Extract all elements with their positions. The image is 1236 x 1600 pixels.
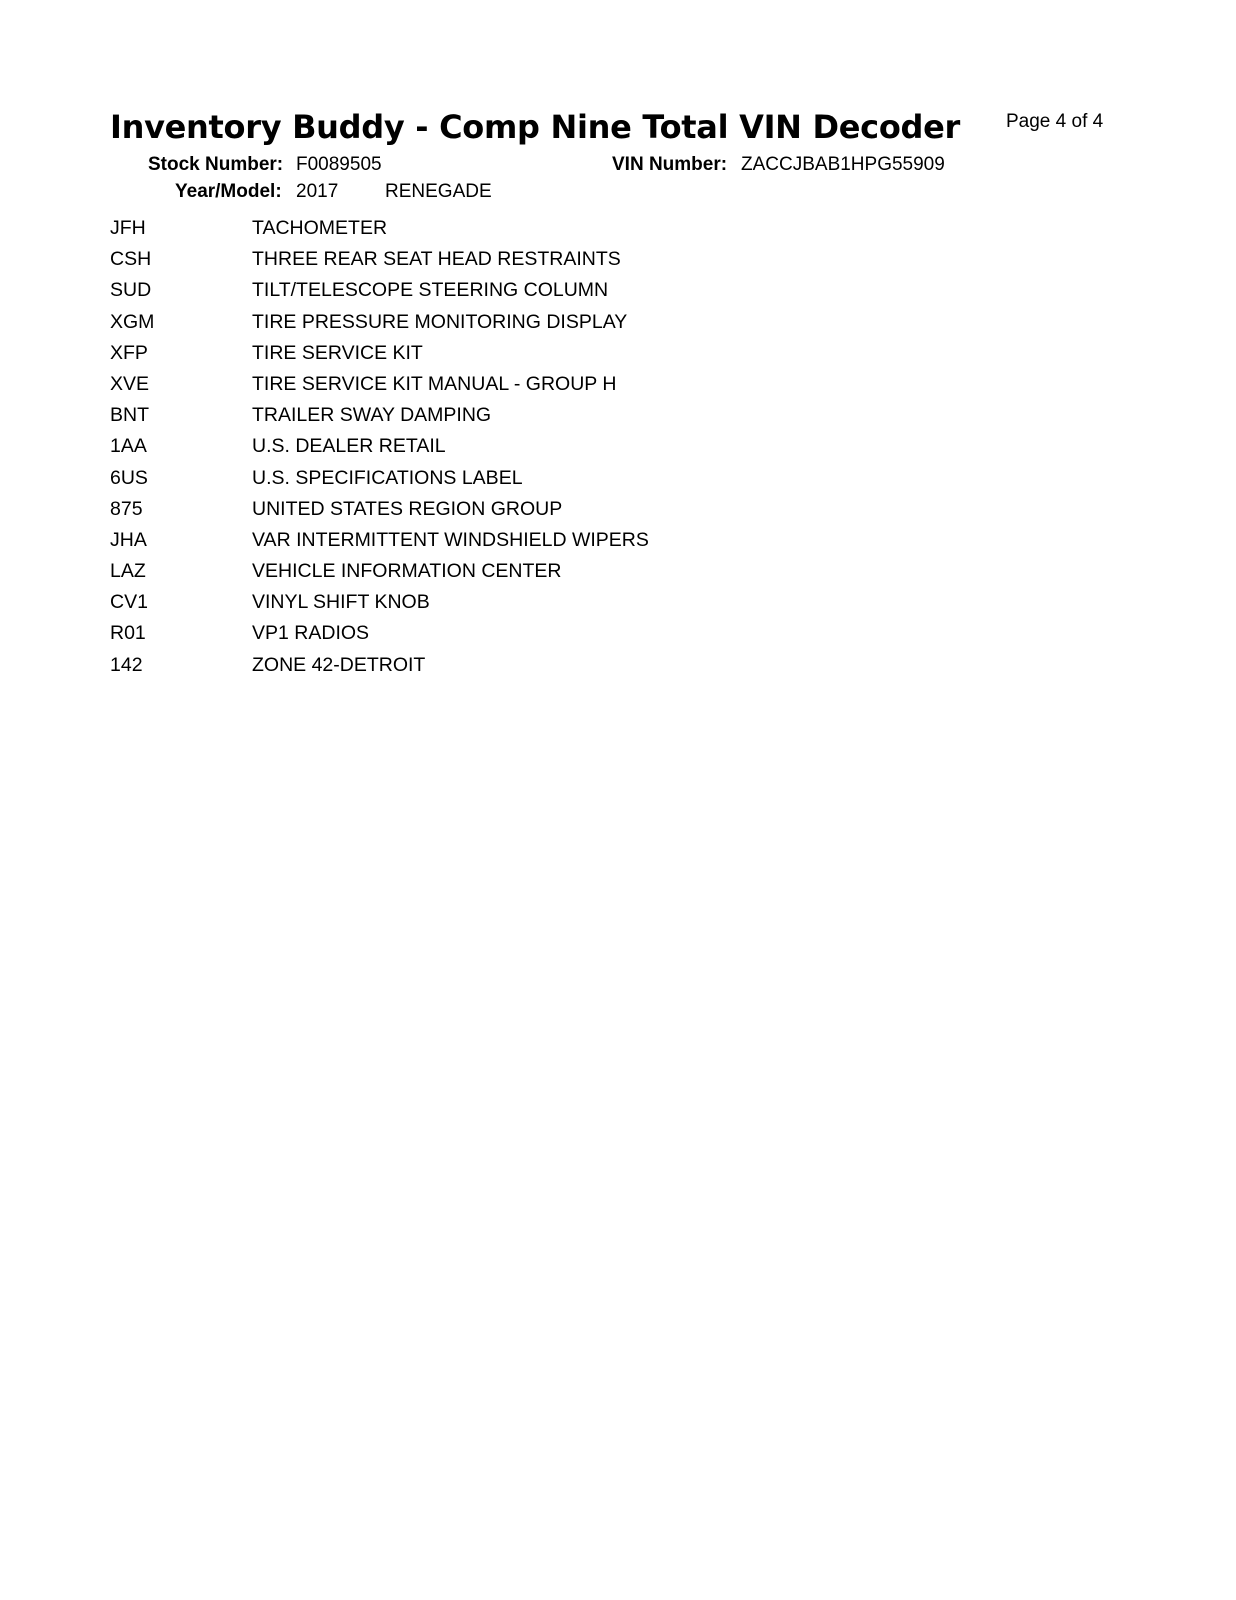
option-code: JFH	[110, 217, 146, 239]
year-value: 2017	[296, 181, 339, 202]
option-code: 875	[110, 497, 143, 520]
option-code: CV1	[110, 591, 148, 614]
option-description: VEHICLE INFORMATION CENTER	[252, 560, 562, 583]
option-code: 1AA	[110, 435, 147, 458]
option-description: TIRE SERVICE KIT	[252, 341, 423, 364]
year-model-label: Year/Model:	[175, 181, 282, 202]
option-description: TILT/TELESCOPE STEERING COLUMN	[252, 279, 609, 302]
option-description: ZONE 42-DETROIT	[252, 653, 426, 676]
option-code: LAZ	[110, 560, 146, 583]
option-description: VAR INTERMITTENT WINDSHIELD WIPERS	[252, 528, 649, 551]
vin-number-label: VIN Number:	[612, 154, 728, 175]
option-description: TACHOMETER	[252, 217, 388, 239]
option-code: R01	[110, 622, 146, 645]
vin-number-value: ZACCJBAB1HPG55909	[741, 154, 945, 175]
option-code: SUD	[110, 279, 152, 302]
option-description: TIRE PRESSURE MONITORING DISPLAY	[252, 310, 628, 333]
document-title: Inventory Buddy - Comp Nine Total VIN Decoder	[110, 108, 961, 146]
option-code: XVE	[110, 372, 150, 395]
option-code: JHA	[110, 528, 147, 551]
option-description: UNITED STATES REGION GROUP	[252, 497, 563, 520]
option-description: U.S. SPECIFICATIONS LABEL	[252, 466, 523, 489]
option-description: THREE REAR SEAT HEAD RESTRAINTS	[252, 248, 621, 271]
option-code: 142	[110, 653, 143, 676]
model-value: RENEGADE	[385, 181, 492, 202]
option-description: TRAILER SWAY DAMPING	[252, 404, 492, 427]
option-description: VP1 RADIOS	[252, 622, 370, 645]
stock-number-label: Stock Number:	[148, 154, 284, 175]
page-number: Page 4 of 4	[1006, 111, 1104, 132]
option-description: VINYL SHIFT KNOB	[252, 591, 430, 614]
option-code: XGM	[110, 310, 155, 333]
option-description: U.S. DEALER RETAIL	[252, 435, 446, 458]
option-description: TIRE SERVICE KIT MANUAL - GROUP H	[252, 372, 617, 395]
option-code: XFP	[110, 341, 148, 364]
option-code: 6US	[110, 466, 148, 489]
option-code: CSH	[110, 248, 152, 271]
option-code: BNT	[110, 404, 149, 427]
stock-number-value: F0089505	[296, 154, 382, 175]
